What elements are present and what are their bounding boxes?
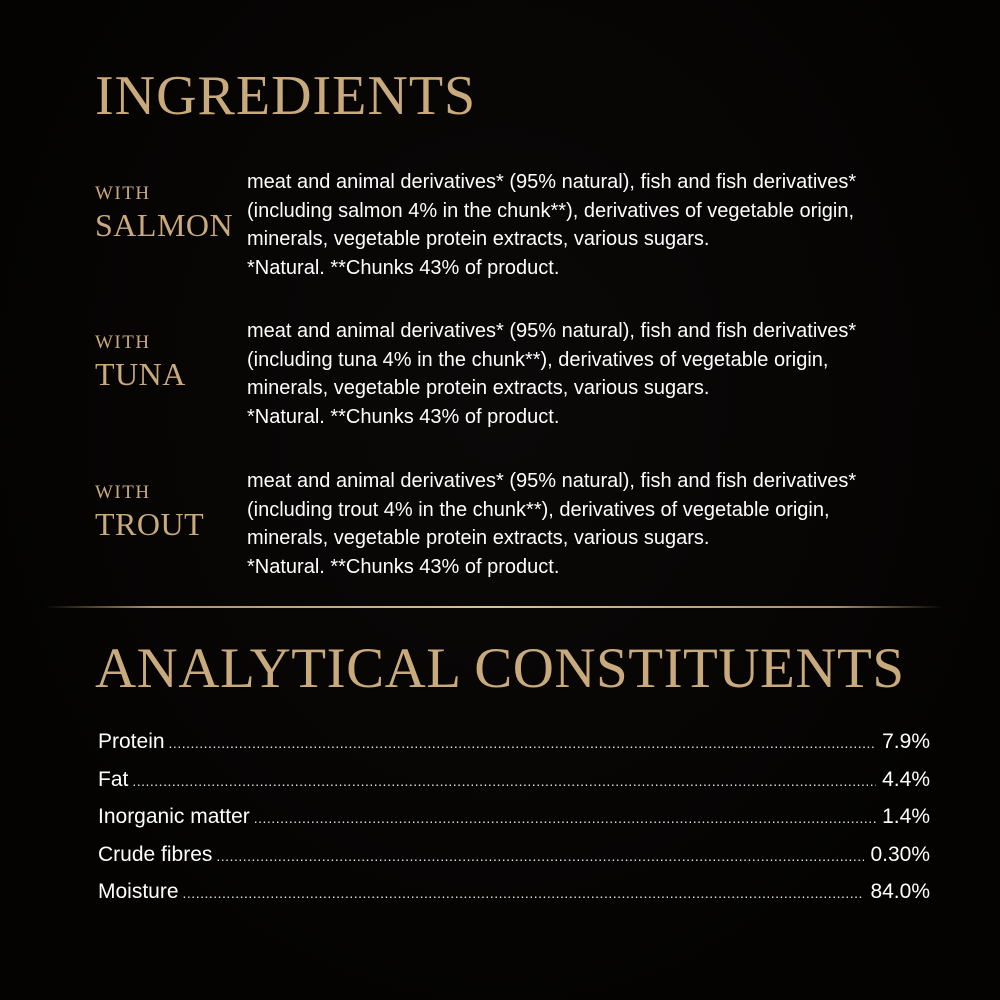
ingredients-line: meat and animal derivatives* (95% natural), fish and fish derivatives* (247, 171, 857, 193)
constituent-name: Moisture (98, 880, 179, 903)
variant-tuna (95, 320, 975, 453)
ingredients-heading: INGREDIENTS (95, 65, 477, 127)
analytical-constituents-heading: ANALYTICAL CONSTITUENTS (95, 637, 905, 700)
ingredients-line: (including tuna 4% in the chunk**), derivatives of vegetable origin, (247, 348, 829, 371)
ingredients-footnote: *Natural. **Chunks 43% of product. (247, 256, 560, 279)
constituent-name: Inorganic matter (98, 805, 250, 828)
constituent-name: Protein (98, 730, 165, 753)
dot-leader (132, 773, 876, 789)
variant-with-label: WITH (95, 183, 151, 204)
dot-leader (169, 735, 877, 751)
ingredients-line: (including trout 4% in the chunk**), derivatives of vegetable origin, (247, 498, 830, 521)
variant-with-label: WITH (95, 332, 151, 353)
constituents-list (98, 730, 930, 918)
dot-leader (254, 810, 876, 826)
variant-ingredients-text (247, 317, 977, 431)
constituent-name: Crude fibres (98, 842, 213, 866)
ingredients-line: minerals, vegetable protein extracts, various sugars. (247, 377, 710, 399)
constituent-row-inorganic-matter (98, 805, 930, 843)
variant-salmon (95, 171, 975, 304)
variant-ingredients-text (247, 467, 977, 581)
variant-fish-name: TUNA (95, 356, 186, 392)
section-divider (45, 606, 943, 608)
variant-fish-name: TROUT (95, 506, 205, 542)
constituent-name: Fat (98, 767, 129, 791)
ingredients-line: meat and animal derivatives* (95% natural), fish and fish derivatives* (247, 320, 857, 342)
ingredients-footnote: *Natural. **Chunks 43% of product. (247, 405, 560, 428)
dot-leader (183, 885, 865, 901)
variant-label-salmon (95, 184, 233, 241)
constituent-value: 0.30% (870, 842, 930, 866)
constituent-value: 7.9% (882, 730, 930, 753)
constituent-row-crude-fibres (98, 843, 930, 881)
constituent-row-fat (98, 768, 930, 806)
dot-leader (216, 848, 864, 864)
variant-label-trout (95, 483, 204, 540)
ingredients-line: (including salmon 4% in the chunk**), derivatives of vegetable origin, (247, 199, 855, 222)
variant-fish-name: SALMON (95, 207, 234, 243)
constituent-value: 1.4% (882, 805, 930, 828)
variant-label-tuna (95, 333, 186, 390)
ingredients-footnote: *Natural. **Chunks 43% of product. (247, 555, 560, 578)
ingredients-line: meat and animal derivatives* (95% natural), fish and fish derivatives* (247, 470, 857, 492)
variant-trout (95, 470, 975, 603)
constituent-value: 4.4% (882, 767, 930, 791)
constituent-value: 84.0% (870, 880, 930, 903)
constituent-row-moisture (98, 880, 930, 918)
constituent-row-protein (98, 730, 930, 768)
ingredients-line: minerals, vegetable protein extracts, various sugars. (247, 527, 710, 549)
variant-with-label: WITH (95, 482, 151, 503)
variant-ingredients-text (247, 168, 977, 282)
ingredients-line: minerals, vegetable protein extracts, various sugars. (247, 228, 710, 250)
